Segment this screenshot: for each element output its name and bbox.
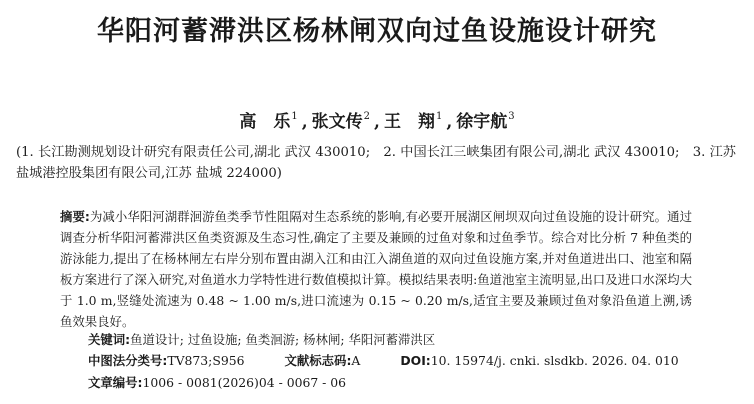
- doi-label: DOI:: [400, 353, 431, 368]
- author-name: 张文传: [311, 112, 363, 132]
- abstract-label: 摘要:: [60, 209, 90, 224]
- author-affiliation-mark: 1: [291, 111, 298, 122]
- author-name: 王 翔: [383, 112, 435, 132]
- abstract-text: 为减小华阳河湖群洄游鱼类季节性阻隔对生态系统的影响,有必要开展湖区闸坝双向过鱼设施的设计研究。通过调查分析华阳河蓄滞洪区鱼类资源及生态习性,确定了主要及兼顾的过鱼对象和过鱼季节。综合对比分析 7 种鱼类的游泳能力,提出了在杨林闸左右岸分别布置由湖入江和由江入湖鱼道的双向过鱼设施方案,并对鱼道进出口、池室和隔板方案进行了深入研究,对鱼道水力学特性进行数值模拟计算。模拟结果表明:鱼道池室主流明显,出口及进口水深均大于 1.0 m,竖缝处流速为 0.48 ~ 1.00 m/s,进口流速为 0.15 ~ 0.20 m/s,适宜主要及兼顾过鱼对象沿鱼道上溯,诱鱼效果良好。: [60, 209, 692, 329]
- author-3: [384, 104, 442, 135]
- author-separator: ,: [446, 112, 453, 132]
- clc-label: 中图法分类号:: [88, 353, 168, 368]
- author-2: [312, 104, 370, 135]
- clc-value: TV873;S956: [167, 353, 245, 368]
- author-separator: ,: [374, 112, 380, 132]
- document-code-label: 文献标志码:: [284, 353, 352, 368]
- author-affiliation-mark: 1: [435, 111, 443, 122]
- keywords-text: 鱼道设计; 过鱼设施; 鱼类洄游; 杨林闸; 华阳河蓄滞洪区: [130, 332, 436, 347]
- article-number-label: 文章编号:: [88, 375, 143, 390]
- clc-number: [88, 351, 245, 371]
- author-list: [0, 104, 754, 135]
- doi-value: 10. 15974/j. cnki. slsdkb. 2026. 04. 010: [430, 353, 679, 368]
- abstract: [60, 206, 692, 332]
- author-affiliation-mark: 2: [363, 111, 371, 122]
- document-code: [285, 351, 361, 371]
- affiliations: (1. 长江勘测规划设计研究有限责任公司,湖北 武汉 430010; 2. 中国长江三峡集团有限公司,湖北 武汉 430010; 3. 江苏盐城港控股集团有限公司,江苏 盐城 224000): [16, 145, 736, 181]
- paper-title: 华阳河蓄滞洪区杨林闸双向过鱼设施设计研究: [97, 16, 657, 47]
- doi: [400, 351, 678, 371]
- document-code-value: A: [351, 353, 361, 368]
- author-name: 高 乐: [239, 112, 291, 132]
- classification-line: [88, 351, 708, 371]
- author-1: [239, 104, 297, 135]
- keywords-label: 关键词:: [88, 332, 131, 347]
- keywords: [88, 330, 708, 350]
- article-number-value: 1006 - 0081(2026)04 - 0067 - 06: [142, 375, 347, 390]
- author-4: [456, 104, 514, 135]
- author-affiliation-mark: 3: [508, 111, 515, 122]
- article-number: [88, 373, 708, 393]
- author-separator: ,: [301, 112, 308, 132]
- author-name: 徐宇航: [456, 112, 508, 132]
